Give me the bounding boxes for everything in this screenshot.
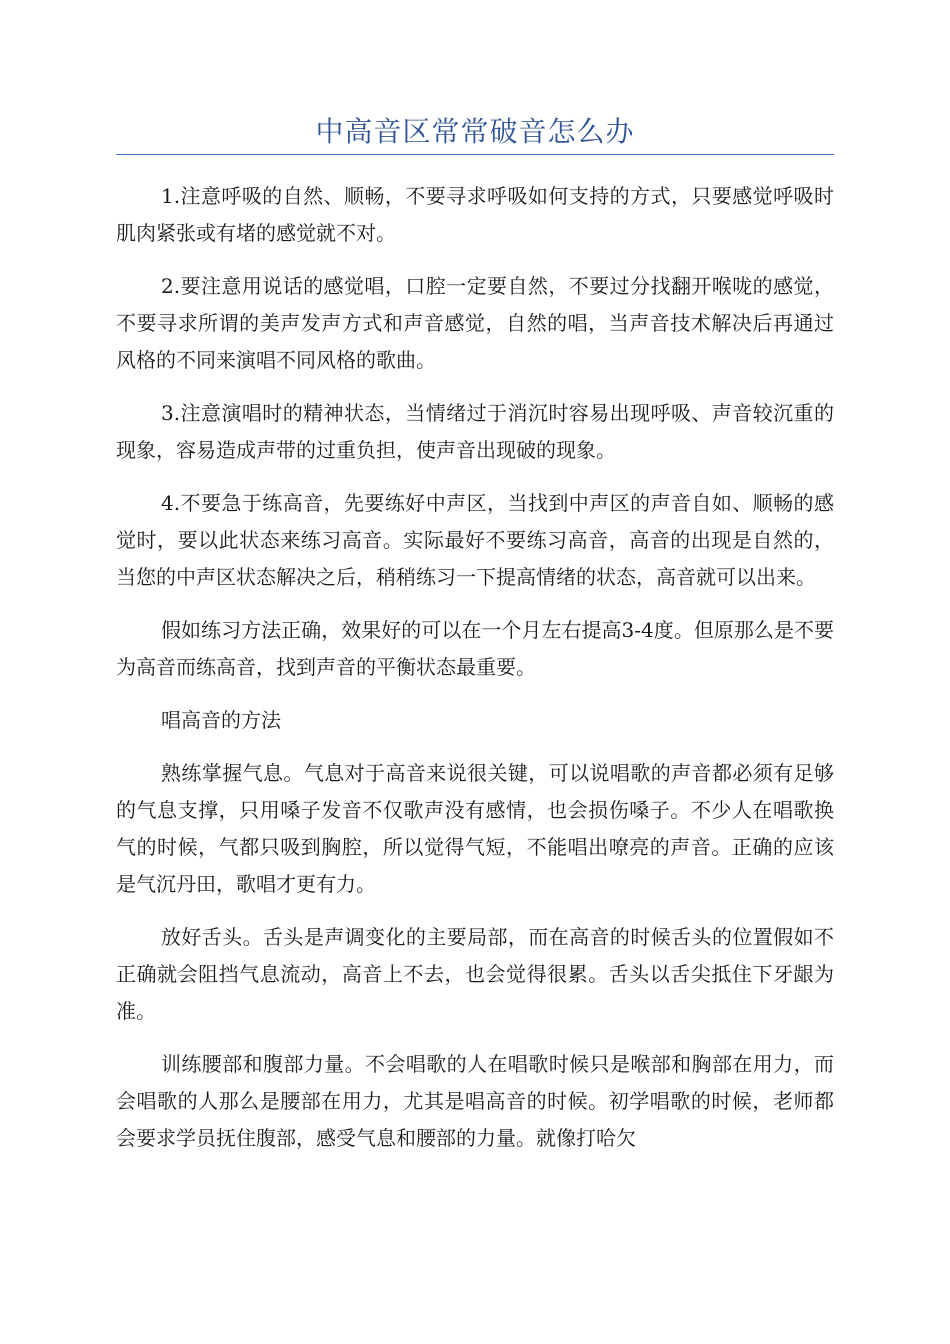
paragraph-breath: 熟练掌握气息。气息对于高音来说很关键，可以说唱歌的声音都必须有足够的气息支撑，只用嗓子发音不仅歌声没有感情，也会损伤嗓子。不少人在唱歌换气的时候，气都只吸到胸腔，所以觉得气短，不能唱出嘹亮的声音。正确的应该是气沉丹田，歌唱才更有力。: [116, 761, 834, 896]
paragraph-tip-4: 4.不要急于练高音，先要练好中声区，当找到中声区的声音自如、顺畅的感觉时，要以此状态来练习高音。实际最好不要练习高音，高音的出现是自然的，当您的中声区状态解决之后，稍稍练习一下提高情绪的状态，高音就可以出来。: [116, 491, 834, 589]
paragraph-tip-2: 2.要注意用说话的感觉唱，口腔一定要自然，不要过分找翻开喉咙的感觉，不要寻求所谓的美声发声方式和声音感觉，自然的唱，当声音技术解决后再通过风格的不同来演唱不同风格的歌曲。: [116, 274, 834, 372]
page-title: 中高音区常常破音怎么办: [315, 115, 635, 148]
paragraph-tip-3: 3.注意演唱时的精神状态，当情绪过于消沉时容易出现呼吸、声音较沉重的现象，容易造成声带的过重负担，使声音出现破的现象。: [116, 401, 834, 462]
paragraph-tongue: 放好舌头。舌头是声调变化的主要局部，而在高音的时候舌头的位置假如不正确就会阻挡气息流动，高音上不去，也会觉得很累。舌头以舌尖抵住下牙龈为准。: [116, 925, 834, 1023]
document-body: [116, 178, 834, 1173]
paragraph-core-strength: 训练腰部和腹部力量。不会唱歌的人在唱歌时候只是喉部和胸部在用力，而会唱歌的人那么是腰部在用力，尤其是唱高音的时候。初学唱歌的时候，老师都会要求学员抚住腹部，感受气息和腰部的力量。就像打哈欠: [116, 1052, 834, 1150]
paragraph-tip-1: 1.注意呼吸的自然、顺畅，不要寻求呼吸如何支持的方式，只要感觉呼吸时肌肉紧张或有堵的感觉就不对。: [116, 184, 834, 245]
paragraph-practice-result: 假如练习方法正确，效果好的可以在一个月左右提高3-4度。但原那么是不要为高音而练高音，找到声音的平衡状态最重要。: [116, 618, 834, 679]
section-heading-high-notes: 唱高音的方法: [161, 708, 281, 732]
title-underline: [116, 154, 834, 155]
